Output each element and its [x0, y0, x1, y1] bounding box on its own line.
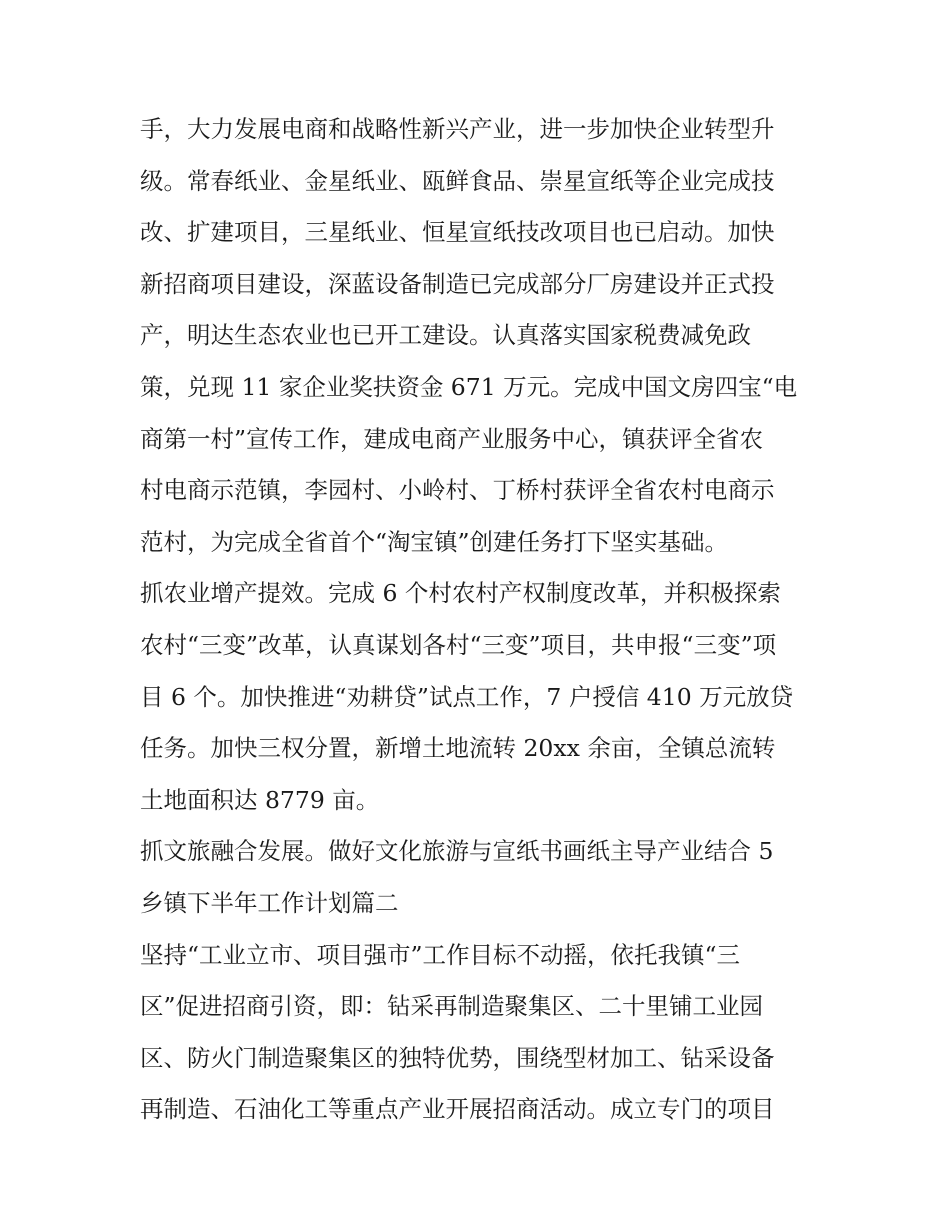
text-line: 改、扩建项目，三星纸业、恒星宣纸技改项目也已启动。加快 [140, 218, 775, 247]
text-line: 手，大力发展电商和战略性新兴产业，进一步加快企业转型升 [140, 115, 775, 143]
text-line: 新招商项目建设，深蓝设备制造已完成部分厂房建设并正式投 [140, 269, 775, 298]
text-line: 范村，为完成全省首个“淘宝镇”创建任务打下坚实基础。 [140, 527, 729, 556]
text-line: 策，兑现 11 家企业奖扶资金 671 万元。完成中国文房四宝“电 [140, 372, 798, 401]
text-line: 土地面积达 8779 亩。 [140, 785, 380, 814]
text-line: 区”促进招商引资，即：钻采再制造聚集区、二十里铺工业园 [140, 992, 764, 1021]
section-heading: 乡镇下半年工作计划篇二 [140, 888, 399, 917]
text-line: 产，明达生态农业也已开工建设。认真落实国家税费减免政 [140, 321, 751, 350]
text-line: 抓农业增产提效。完成 6 个村农村产权制度改革，并积极探索 [140, 579, 781, 608]
text-line: 坚持“工业立市、项目强市”工作目标不动摇，依托我镇“三 [140, 940, 741, 969]
body-text [140, 104, 820, 1136]
text-line: 区、防火门制造聚集区的独特优势，围绕型材加工、钻采设备 [140, 1043, 775, 1072]
text-line: 目 6 个。加快推进“劝耕贷”试点工作，7 户授信 410 万元放贷 [140, 682, 794, 711]
text-line: 再制造、石油化工等重点产业开展招商活动。成立专门的项目 [140, 1095, 775, 1124]
text-line: 村电商示范镇，李园村、小岭村、丁桥村获评全省农村电商示 [140, 476, 775, 505]
text-line: 任务。加快三权分置，新增土地流转 20xx 余亩，全镇总流转 [140, 734, 776, 763]
text-line: 抓文旅融合发展。做好文化旅游与宣纸书画纸主导产业结合 5 [140, 837, 774, 866]
text-line: 农村“三变”改革，认真谋划各村“三变”项目，共申报“三变”项 [140, 630, 777, 659]
text-line: 商第一村”宣传工作，建成电商产业服务中心，镇获评全省农 [140, 424, 764, 453]
text-line: 级。常春纸业、金星纸业、瓯鲜食品、崇星宣纸等企业完成技 [140, 166, 775, 195]
